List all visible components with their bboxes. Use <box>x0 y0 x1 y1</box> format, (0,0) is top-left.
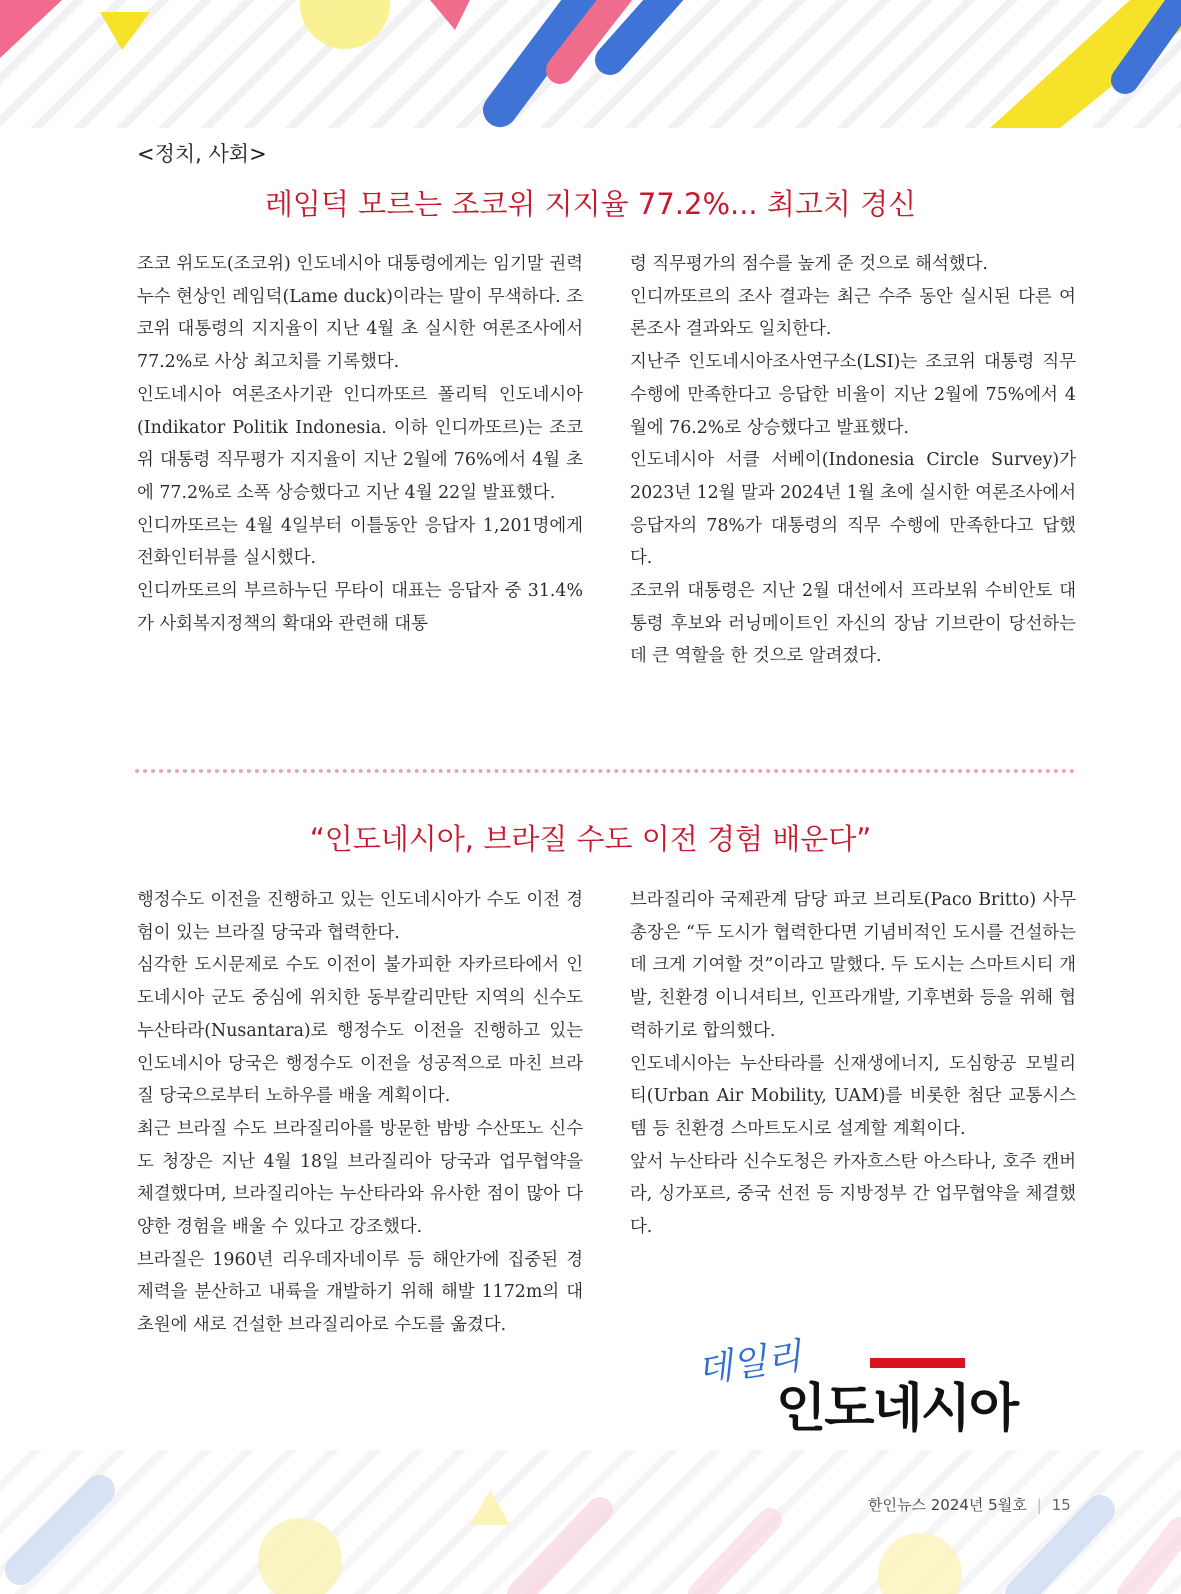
article1-paragraph: 인디까또르의 부르하누딘 무타이 대표는 응답자 중 31.4%가 사회복지정책의 확대와 관련해 대통 <box>137 581 583 634</box>
banner-shapes <box>0 0 1181 128</box>
yellow-waffle-circle <box>300 0 390 49</box>
light-blue-streak-shape <box>20 1490 100 1570</box>
article1-paragraph: 지난주 인도네시아조사연구소(LSI)는 조코위 대통령 직무 수행에 만족한다고 응답한 비율이 지난 2월에 75%에서 4월에 76.2%로 상승했다고 발표했다. <box>630 352 1076 438</box>
light-yellow-waffle-circle <box>258 1518 342 1594</box>
logo-red-bar <box>870 1358 965 1368</box>
light-yellow-triangle-shape <box>470 1490 510 1525</box>
article1-paragraph: 인도네시아 여론조사기관 인디까또르 폴리틱 인도네시아(Indikator Politik Indonesia. 이하 인디까또르)는 조코위 대통령 직무평가 지지율이 지난 2월에 76%에서 4월 초에 77.2%로 소폭 상승했다고 지난 4월 22일 발표했다. <box>137 384 583 503</box>
light-yellow-waffle-circle-2 <box>878 1533 962 1594</box>
light-pink-streak-shape <box>520 1510 600 1594</box>
article1-paragraph: 조코 위도도(조코위) 인도네시아 대통령에게는 임기말 권력누수 현상인 레임덕(Lame duck)이라는 말이 무색하다. 조코위 대통령의 지지율이 지난 4월 초 실시한 여론조사에서 77.2%로 사상 최고치를 기록했다. <box>137 254 583 373</box>
light-blue-streak-shape-2 <box>1020 1510 1100 1594</box>
article1-column-left <box>137 248 583 640</box>
article1-paragraph: 조코위 대통령은 지난 2월 대선에서 프라보워 수비안토 대통령 후보와 러닝메이트인 자신의 장남 기브란이 당선하는 데 큰 역할을 한 것으로 알려졌다. <box>630 581 1076 667</box>
article2-paragraph: 심각한 도시문제로 수도 이전이 불가피한 자카르타에서 인도네시아 군도 중심에 위치한 동부칼리만탄 지역의 신수도 누산타라(Nusantara)로 행정수도 이전을 진행하고 있는 인도네시아 당국은 행정수도 이전을 성공적으로 마친 브라질 당국으로부터 노하우를 배울 계획이다. <box>137 955 583 1107</box>
article2-paragraph: 최근 브라질 수도 브라질리아를 방문한 밤방 수산또노 신수도 청장은 지난 4월 18일 브라질리아 당국과 업무협약을 체결했다며, 브라질리아는 누산타라와 유사한 점이 많아 다양한 경험을 배울 수 있다고 강조했다. <box>137 1118 583 1238</box>
top-decorative-banner <box>0 0 1181 128</box>
page-number: 15 <box>1051 1496 1071 1514</box>
bottom-banner-shapes <box>0 1450 1181 1594</box>
article1-headline: 레임덕 모르는 조코위 지지율 77.2%... 최고치 경신 <box>264 187 917 221</box>
article1-column-right <box>630 248 1076 673</box>
article2-paragraph: 브라질리아 국제관계 담당 파코 브리토(Paco Britto) 사무총장은 “두 도시가 협력한다면 기념비적인 도시를 건설하는 데 크게 기여할 것”이라고 말했다. 두 도시는 스마트시티 개발, 친환경 이니셔티브, 인프라개발, 기후변화 등을 위해 협력하기로 합의했다. <box>630 890 1076 1041</box>
section-label: <정치, 사회> <box>137 142 267 166</box>
article1-paragraph: 인디까또르는 4월 4일부터 이틀동안 응답자 1,201명에게 전화인터뷰를 실시했다. <box>137 515 583 569</box>
article2-paragraph: 인도네시아는 누산타라를 신재생에너지, 도심항공 모빌리티(Urban Air Mobility, UAM)를 비롯한 첨단 교통시스템 등 친환경 스마트도시로 설계할 계획이다. <box>630 1053 1076 1139</box>
logo-main-text: 인도네시아 <box>776 1379 1018 1439</box>
dotted-divider <box>135 769 1075 773</box>
article1-paragraph: 인디까또르의 조사 결과는 최근 수주 동안 실시된 다른 여론조사 결과와도 일치한다. <box>630 286 1076 340</box>
light-pink-streak-shape-3 <box>1130 1530 1180 1594</box>
logo-graphic <box>690 1330 1020 1440</box>
article2-paragraph: 행정수도 이전을 진행하고 있는 인도네시아가 수도 이전 경험이 있는 브라질 당국과 협력한다. <box>137 890 583 943</box>
yellow-triangle-shape <box>100 12 150 50</box>
issue-label: 한인뉴스 2024년 5월호 <box>868 1496 1027 1514</box>
article2-column-left <box>137 884 583 1342</box>
daily-indonesia-logo <box>690 1330 1020 1440</box>
bottom-decorative-banner <box>0 1450 1181 1594</box>
logo-script-text: 데일리 <box>694 1335 804 1392</box>
pink-triangle-shape <box>0 0 62 58</box>
article2-paragraph: 앞서 누산타라 신수도청은 카자흐스탄 아스타나, 호주 캔버라, 싱가포르, 중국 선전 등 지방정부 간 업무협약을 체결했다. <box>630 1151 1076 1238</box>
article2-paragraph: 브라질은 1960년 리우데자네이루 등 해안가에 집중된 경제력을 분산하고 내륙을 개발하기 위해 해발 1172m의 대초원에 새로 건설한 브라질리아로 수도를 옮겼다. <box>137 1249 583 1336</box>
page-footer <box>868 1494 1071 1515</box>
light-pink-streak-shape-2 <box>700 1520 770 1594</box>
article2-column-right <box>630 884 1076 1244</box>
article1-paragraph: 인도네시아 서클 서베이(Indonesia Circle Survey)가 2023년 12월 말과 2024년 1월 초에 실시한 여론조사에서 응답자의 78%가 대통령의 직무 수행에 만족한다고 답했다. <box>630 450 1076 569</box>
article2-headline: “인도네시아, 브라질 수도 이전 경험 배운다” <box>309 822 872 856</box>
pink-streak-shape <box>430 0 470 30</box>
article1-paragraph: 령 직무평가의 점수를 높게 준 것으로 해석했다. <box>630 254 988 274</box>
footer-separator: | <box>1036 1496 1042 1514</box>
